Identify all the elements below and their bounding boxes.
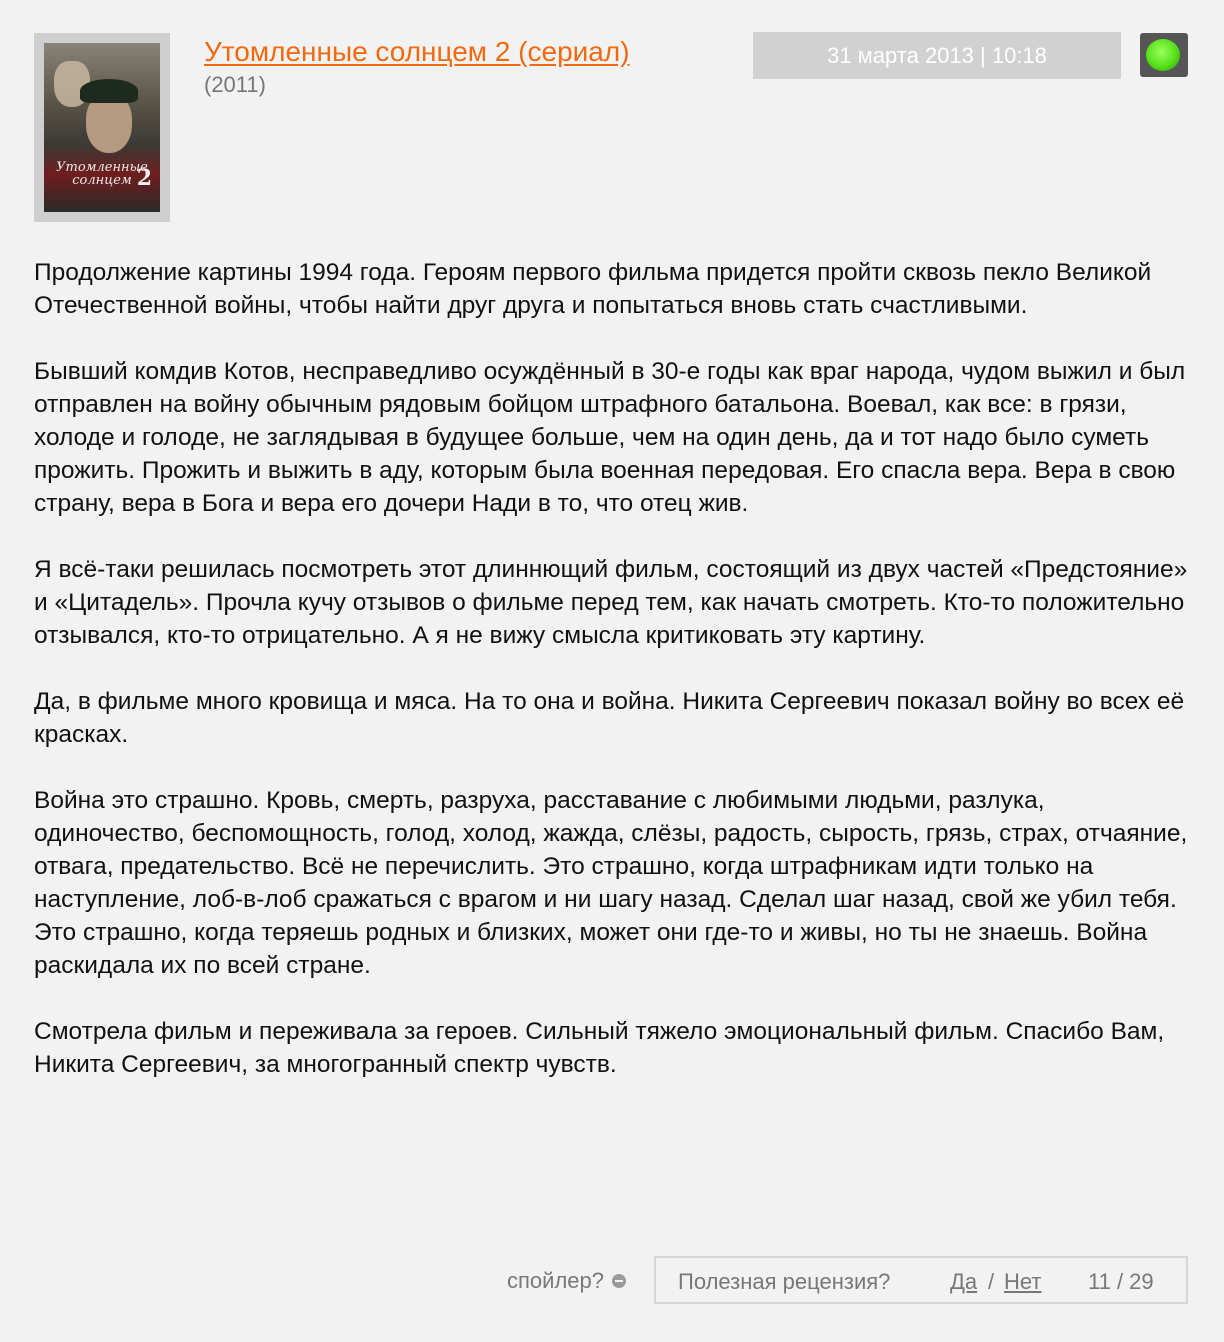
- useful-label: Полезная рецензия?: [678, 1269, 891, 1294]
- film-title-link[interactable]: Утомленные солнцем 2 (сериал): [204, 36, 630, 67]
- vote-no-link[interactable]: Нет: [1004, 1269, 1042, 1294]
- film-year: (2011): [204, 72, 266, 97]
- poster-title-text: Утомленные солнцем: [56, 160, 148, 188]
- vote-separator: /: [988, 1269, 995, 1294]
- poster-image: [44, 43, 160, 212]
- poster-officer-cap: [80, 79, 138, 103]
- review-date: 31 марта 2013 | 10:18: [753, 32, 1121, 79]
- poster-figure-officer: [86, 95, 132, 153]
- review-body: [34, 256, 1194, 1114]
- poster-number: 2: [136, 165, 152, 191]
- review-paragraph: Война это страшно. Кровь, смерть, разруха, расставание с любимыми людьми, разлука, одиночество, беспомощность, голод, холод, жажда, слёзы, радость, сырость, грязь, страх, отчаяние, отвага, предательство. Всё не перечислить. Это страшно, когда штрафникам идти только на наступление, лоб-в-лоб сражаться с врагом и ни шагу назад. Сделал шаг назад, свой же убил тебя. Это страшно, когда теряешь родных и близких, может они где-то и живы, но ты не знаешь. Война раскидала их по всей стране.: [34, 787, 1188, 979]
- review-paragraph: Бывший комдив Котов, несправедливо осуждённый в 30-е годы как враг народа, чудом выжил и был отправлен на войну обычным рядовым бойцом штрафного батальона. Воевал, как все: в грязи, холоде и голоде, не заглядывая в будущее больше, чем на один день, да и тот надо было суметь прожить. Прожить и выжить в аду, которым была военная передовая. Его спасла вера. Вера в свою страну, вера в Бога и вера его дочери Нади в то, что отец жив.: [34, 358, 1186, 517]
- review-paragraph: Продолжение картины 1994 года. Героям первого фильма придется пройти сквозь пекло Великой Отечественной войны, чтобы найти друг друга и попытаться вновь стать счастливыми.: [34, 259, 1152, 319]
- green-circle-icon: [1140, 33, 1188, 77]
- useful-vote-box: [654, 1256, 1188, 1304]
- status-dot: [1146, 39, 1180, 71]
- vote-yes-link[interactable]: Да: [950, 1269, 978, 1294]
- spoiler-label: спойлер?: [507, 1268, 604, 1293]
- minus-circle-icon: [612, 1274, 626, 1288]
- review-paragraph: Я всё-таки решилась посмотреть этот длиннющий фильм, состоящий из двух частей «Предстояние» и «Цитадель». Прочла кучу отзывов о фильме перед тем, как начать смотреть. Кто-то положительно отзывался, кто-то отрицательно. А я не вижу смысла критиковать эту картину.: [34, 556, 1188, 649]
- vote-counts: 11 / 29: [1088, 1269, 1154, 1294]
- review-footer: [0, 1256, 1224, 1304]
- review-paragraph: Смотрела фильм и переживала за героев. Сильный тяжело эмоциональный фильм. Спасибо Вам, Никита Сергеевич, за многогранный спектр чувств.: [34, 1018, 1165, 1078]
- film-poster[interactable]: [34, 33, 170, 222]
- review-paragraph: Да, в фильме много кровища и мяса. На то она и война. Никита Сергеевич показал войну во всех её красках.: [34, 688, 1185, 748]
- spoiler-toggle[interactable]: [507, 1268, 626, 1294]
